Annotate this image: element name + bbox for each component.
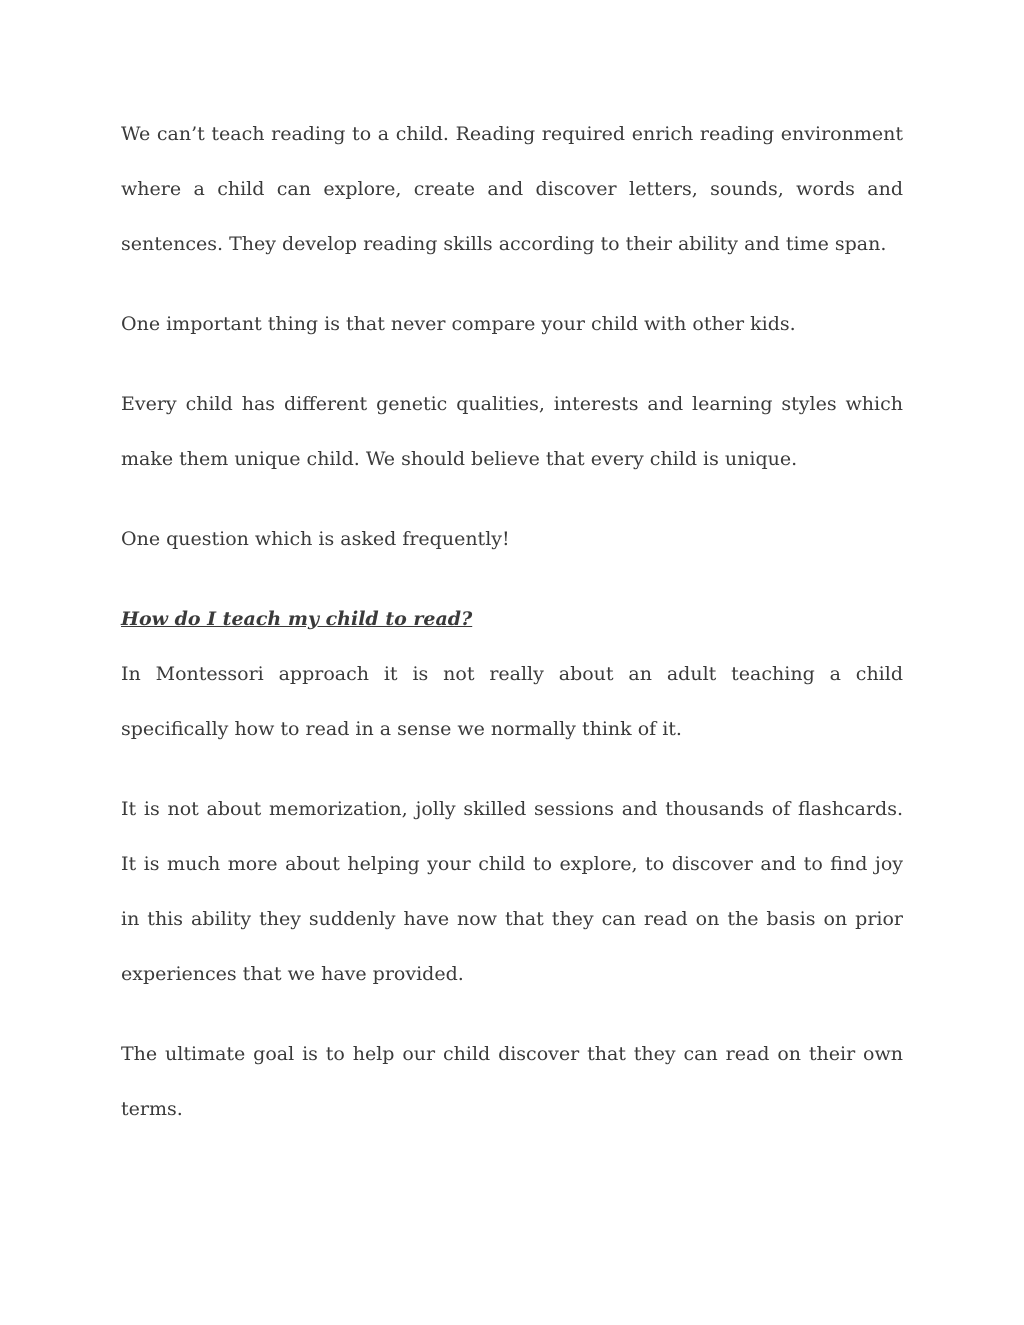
paragraph-never-compare: One important thing is that never compare your child with other kids. (121, 313, 796, 335)
paragraph-unique-child: Every child has different genetic qualities, interests and learning styles which make them unique child. We should believe that every child is unique. (121, 393, 903, 470)
paragraph-teaching-reading: We can’t teach reading to a child. Reading required enrich reading environment where a child can explore, create and discover letters, sounds, words and sentences. They develop reading skills according to their ability and time span. (121, 123, 903, 255)
section-heading: How do I teach my child to read? (121, 608, 473, 630)
paragraph-montessori-approach: In Montessori approach it is not really about an adult teaching a child specifically how to read in a sense we normally think of it. (121, 663, 903, 740)
paragraph-frequent-question: One question which is asked frequently! (121, 528, 510, 550)
document-page (121, 107, 903, 1162)
paragraph-not-memorization: It is not about memorization, jolly skilled sessions and thousands of flashcards. It is much more about helping your child to explore, to discover and to find joy in this ability they suddenly have now that they can read on the basis on prior experiences that we have provided. (121, 798, 903, 985)
paragraph-ultimate-goal: The ultimate goal is to help our child discover that they can read on their own terms. (121, 1043, 903, 1120)
